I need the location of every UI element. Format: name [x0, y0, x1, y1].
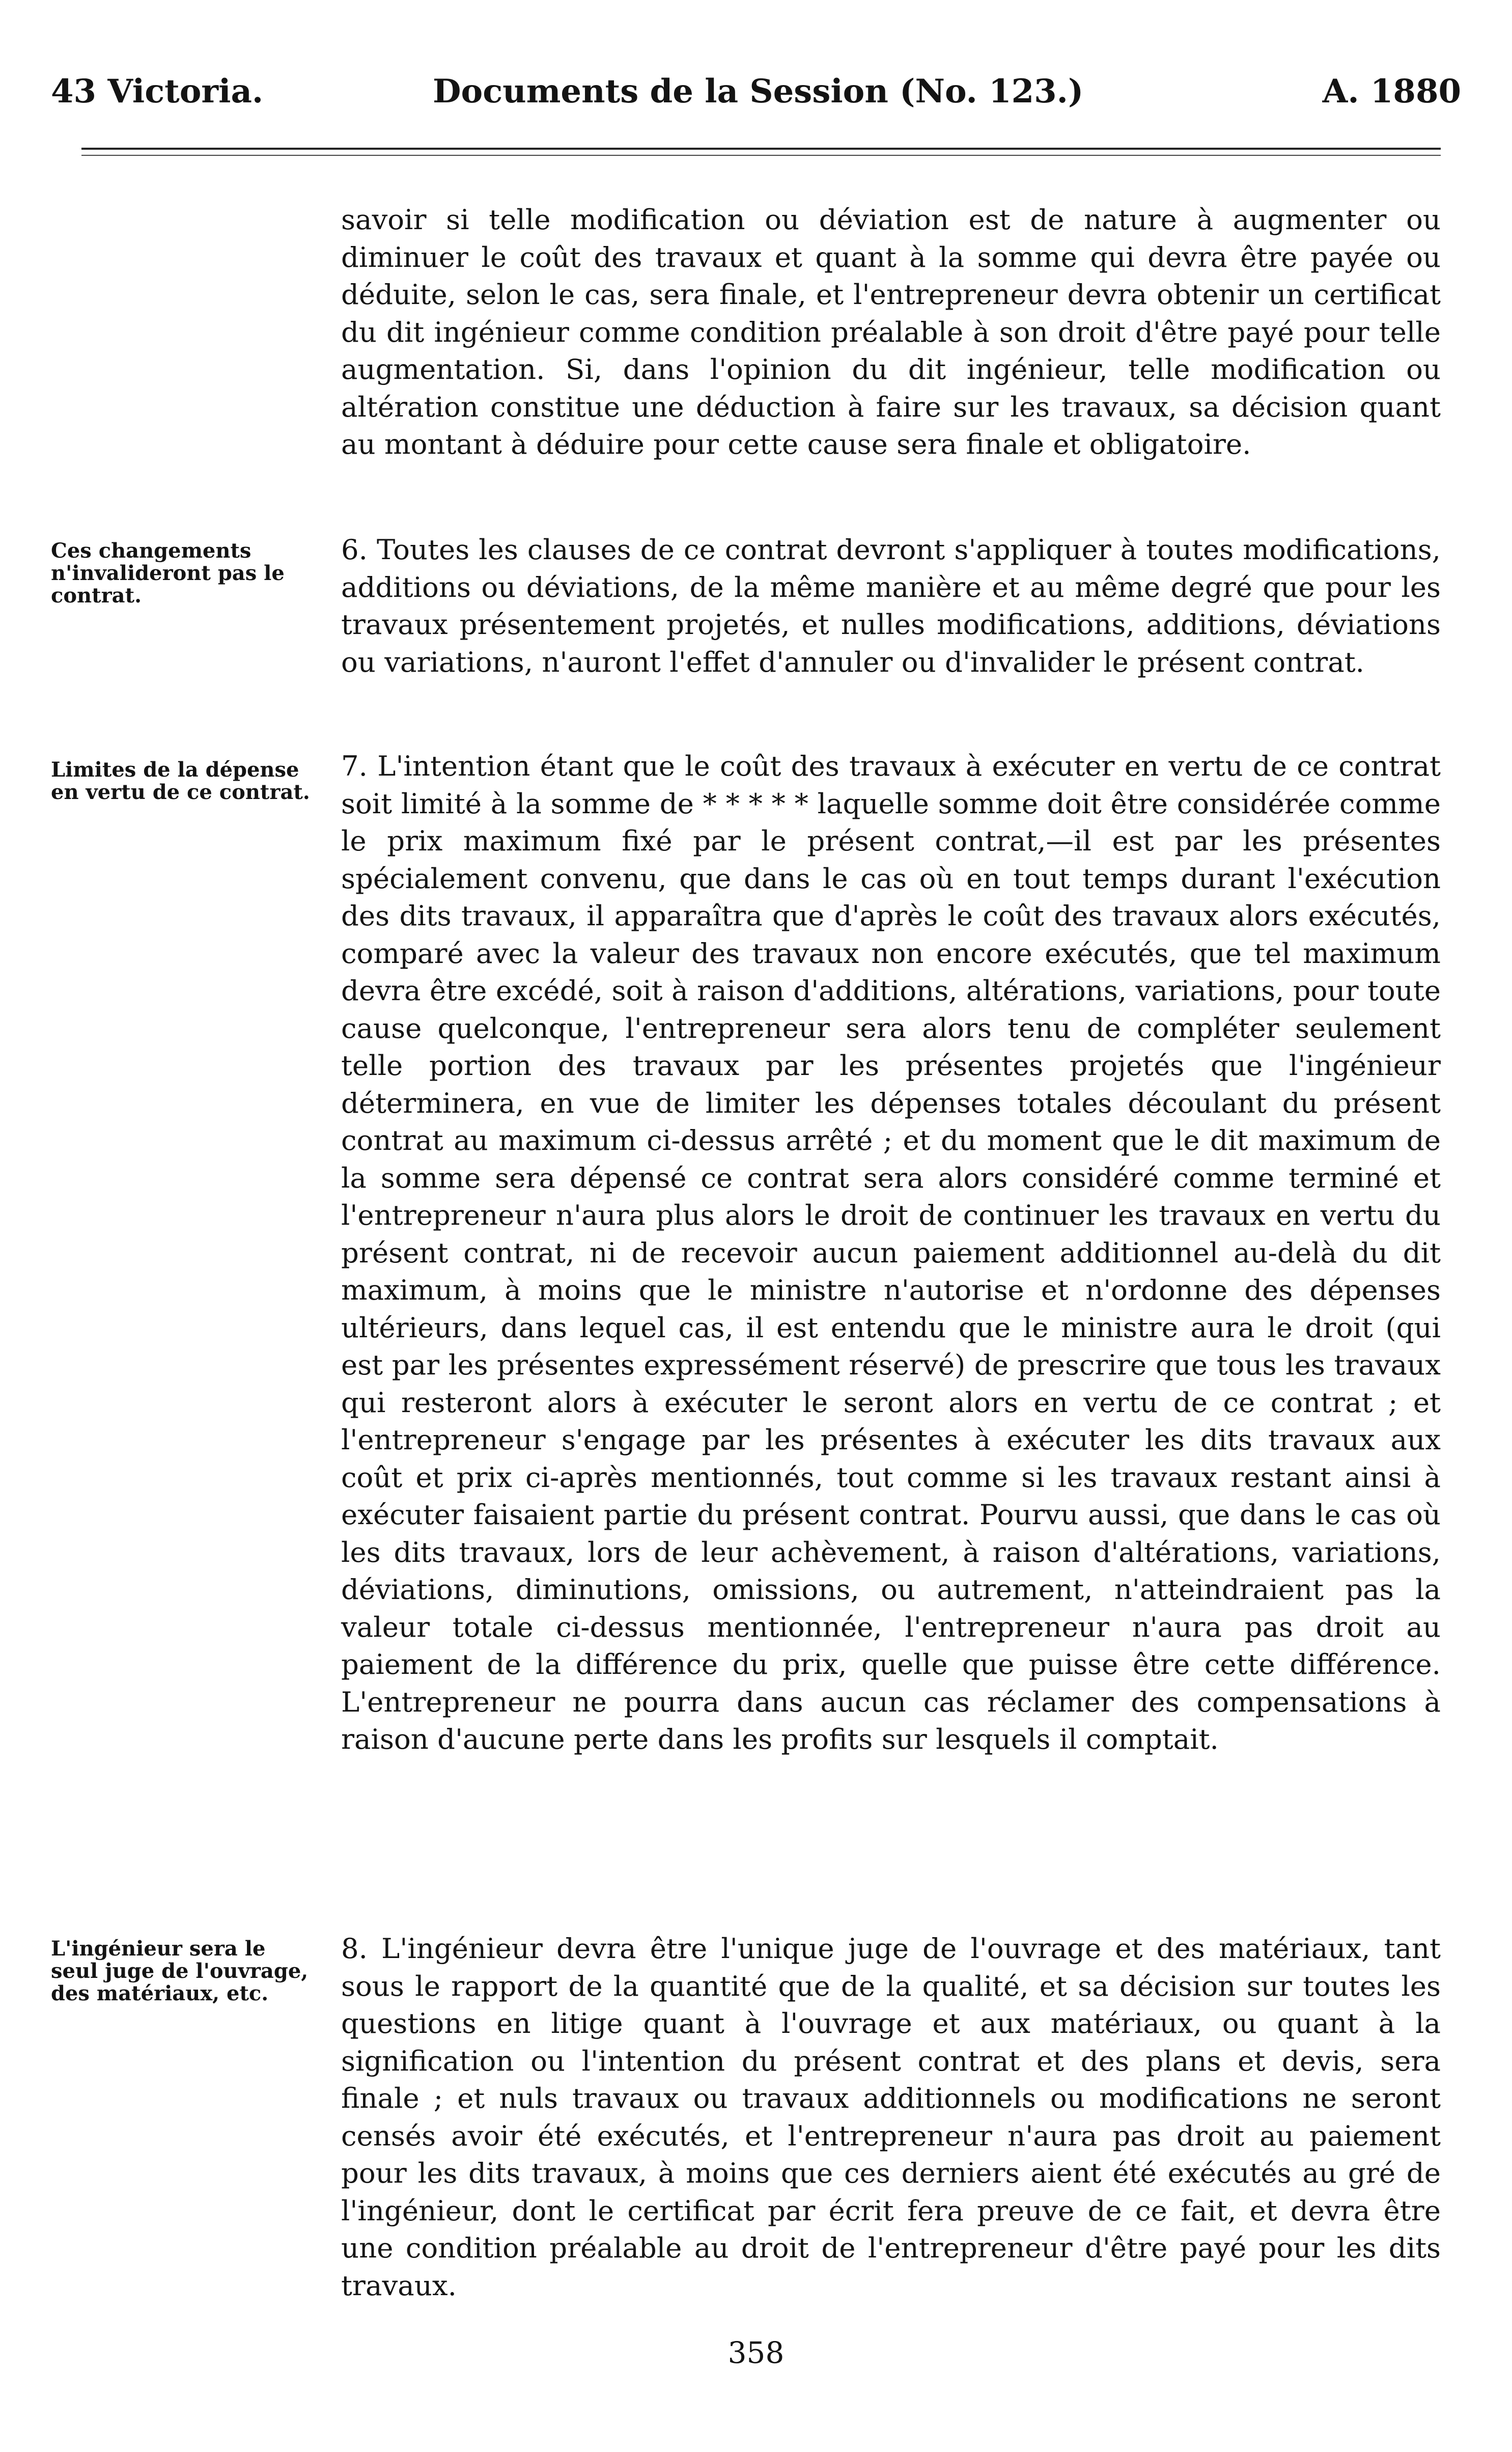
paragraph-8: 8. L'ingénieur devra être l'unique juge de l'ouvrage et des matériaux, tant sous le rapport de la quantité que de la qualité, et sa décision sur toutes les questions en litige quant à l'ouvrage et aux matériaux, ou quant à la signification ou l'intention du présent contrat et des plans et devis, sera finale ; et nuls travaux ou travaux additionnels ou modifications ne seront censés avoir été exécutés, et l'entrepreneur n'aura pas droit au paiement pour les dits travaux, à moins que ces derniers aient été exécutés au gré de l'ingénieur, dont le certificat par écrit fera preuve de ce fait, et devra être une condition préalable au droit de l'entrepreneur d'être payé pour les dits travaux.: [341, 1932, 1441, 2302]
paragraph-7: 7. L'intention étant que le coût des travaux à exécuter en vertu de ce contrat soit limité à la somme de * * * * * laquelle somme doit être considérée comme le prix maximum fixé par le présent contrat,—il est par les présentes spécialement convenu, que dans le cas où en tout temps durant l'exécution des dits travaux, il apparaîtra que d'après le coût des travaux alors exécutés, comparé avec la valeur des travaux non encore exécutés, que tel maximum devra être excédé, soit à raison d'additions, altérations, variations, pour toute cause quelconque, l'entrepreneur sera alors tenu de compléter seulement telle portion des travaux par les présentes projetés que l'ingénieur déterminera, en vue de limiter les dépenses totales découlant du présent contrat au maximum ci-dessus arrêté ; et du moment que le dit maximum de la somme sera dépensé ce contrat sera alors considéré comme terminé et l'entrepreneur n'aura plus alors le droit de continuer les travaux en vertu du présent contrat, ni de recevoir aucun paiement additionnel au-delà du dit maximum, à moins que le ministre n'autorise et n'ordonne des dépenses ultérieurs, dans lequel cas, il est entendu que le ministre aura le droit (qui est par les présentes expressément réservé) de prescrire que tous les travaux qui resteront alors à exécuter le seront alors en vertu de ce contrat ; et l'entrepreneur s'engage par les présentes à exécuter les dits travaux aux coût et prix ci-après mentionnés, tout comme si les travaux restant ainsi à exécuter faisaient partie du présent contrat. Pourvu aussi, que dans le cas où les dits travaux, lors de leur achèvement, à raison d'altérations, variations, déviations, diminutions, omissions, ou autrement, n'atteindraient pas la valeur totale ci-dessus mentionnée, l'entrepreneur n'aura pas droit au paiement de la différence du prix, quelle que puisse être cette différence. L'entrepreneur ne pourra dans aucun cas réclamer des compensations à raison d'aucune perte dans les profits sur lesquels il comptait.: [341, 750, 1441, 1755]
header-title: Documents de la Session (No. 123.): [433, 72, 1084, 111]
paragraph-6: 6. Toutes les clauses de ce contrat devront s'appliquer à toutes modifications, additions ou déviations, de la même manière et au même degré que pour les travaux présentement projetés, et nulles modifications, additions, déviations ou variations, n'auront l'effet d'annuler ou d'invalider le présent contrat.: [341, 533, 1441, 678]
page-number: 358: [727, 2335, 785, 2370]
header-year: A. 1880: [1322, 72, 1461, 111]
margin-note-limites: Limites de la dépense en vertu de ce contrat.: [51, 758, 310, 804]
margin-note-changements: Ces changements n'invalideront pas le contrat.: [51, 539, 285, 608]
header-rule-thin: [81, 155, 1441, 156]
paragraph-intro: savoir si telle modification ou déviation est de nature à augmenter ou diminuer le coût des travaux et quant à la somme qui devra être payée ou déduite, selon le cas, sera finale, et l'entrepreneur devra obtenir un certificat du dit ingénieur comme condition préalable à son droit d'être payé pour telle augmentation. Si, dans l'opinion du dit ingénieur, telle modification ou altération constitue une déduction à faire sur les travaux, sa décision quant au montant à déduire pour cette cause sera finale et obligatoire.: [341, 203, 1441, 460]
header-rule-thick: [81, 148, 1441, 150]
header-volume: 43 Victoria.: [51, 72, 264, 111]
margin-note-ingenieur: L'ingénieur sera le seul juge de l'ouvrage, des matériaux, etc.: [51, 1937, 309, 2005]
page-header: [51, 66, 1461, 117]
